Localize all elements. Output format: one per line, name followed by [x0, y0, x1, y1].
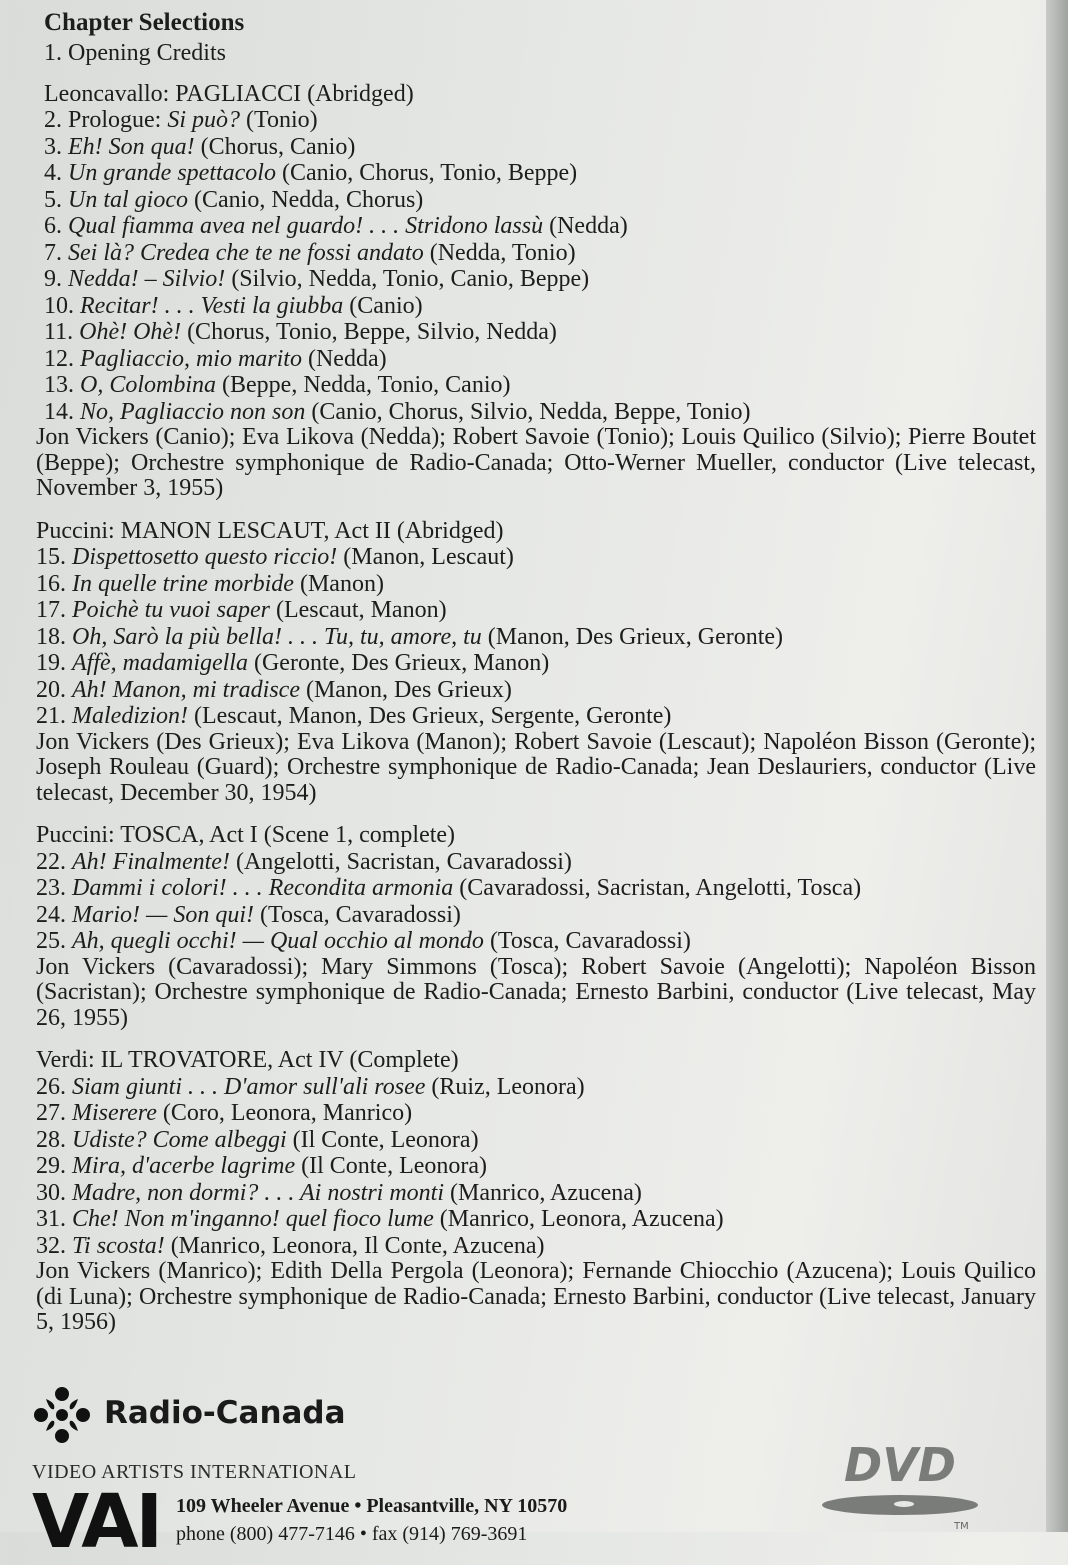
chapter-roles: (Canio) — [343, 292, 423, 319]
chapter-title: Udiste? Come albeggi — [72, 1126, 287, 1153]
chapter-item — [36, 160, 1036, 187]
chapter-item — [36, 240, 1036, 267]
chapter-number: 21. — [36, 703, 66, 729]
chapter-item — [36, 650, 1036, 677]
section-gap — [36, 806, 1036, 822]
chapter-number: 10. — [44, 292, 74, 319]
opera-title: Leoncavallo: PAGLIACCI (Abridged) — [44, 80, 414, 107]
chapter-number: 2. — [44, 107, 62, 133]
chapter-title: Che! Non m'inganno! quel fioco lume — [72, 1206, 434, 1232]
chapter-number: 11. — [44, 319, 74, 345]
trademark: TM — [954, 1521, 969, 1532]
sections-container — [36, 81, 1036, 1336]
chapter-item — [36, 1127, 1036, 1154]
chapter-title: Dammi i colori! . . . Recondita armonia — [72, 875, 454, 901]
chapter-item — [36, 928, 1036, 955]
chapter-roles: (Manon, Des Grieux) — [299, 676, 512, 703]
chapter-roles: (Lescaut, Manon, Des Grieux, Sergente, Geronte) — [187, 703, 672, 729]
chapter-roles: (Chorus, Canio) — [194, 133, 356, 160]
chapter-roles: (Tosca, Cavaradossi) — [483, 928, 691, 954]
section-gap — [36, 502, 1036, 518]
chapter-roles: (Nedda) — [301, 345, 387, 372]
chapter-roles: (Silvio, Nedda, Tonio, Canio, Beppe) — [225, 266, 590, 292]
chapter-item — [36, 1100, 1036, 1127]
chapter-item — [36, 213, 1036, 240]
opera-title: Verdi: IL TROVATORE, Act IV (Complete) — [36, 1047, 459, 1073]
chapter-number: 22. — [36, 848, 66, 875]
chapter-number: 31. — [36, 1206, 66, 1232]
chapter-title: Ti scosta! — [72, 1232, 165, 1259]
chapter-roles: (Manrico, Azucena) — [444, 1179, 642, 1206]
opera-section — [36, 822, 1036, 1031]
chapter-number: 30. — [36, 1179, 66, 1206]
chapter-roles: (Il Conte, Leonora) — [286, 1126, 479, 1153]
chapter-roles: (Canio, Chorus, Tonio, Beppe) — [275, 160, 578, 186]
card-edge — [1046, 0, 1068, 1532]
chapter-roles: (Manon, Des Grieux, Geronte) — [481, 623, 784, 650]
radio-canada-gem-icon — [32, 1385, 92, 1445]
chapter-number: 13. — [44, 372, 74, 398]
chapter-item — [36, 187, 1036, 214]
chapter-item — [36, 849, 1036, 876]
chapter-title: No, Pagliaccio non son — [80, 398, 306, 425]
chapter-item — [36, 1233, 1036, 1260]
chapter-list — [36, 8, 1036, 1336]
chapter-item — [36, 875, 1036, 902]
chapter-item — [36, 544, 1036, 571]
chapter-roles: (Coro, Leonora, Manrico) — [156, 1100, 413, 1126]
chapter-title: In quelle trine morbide — [72, 570, 294, 597]
dvd-disc-hole — [894, 1501, 914, 1507]
chapter-roles: (Canio, Nedda, Chorus) — [188, 186, 424, 213]
chapter-roles: (Geronte, Des Grieux, Manon) — [247, 650, 550, 676]
chapter-title: Miserere — [72, 1100, 157, 1126]
chapter-title: Ah! Manon, mi tradisce — [72, 676, 300, 703]
chapter-title: Ohè! Ohè! — [79, 319, 182, 345]
chapter-number: 27. — [36, 1100, 66, 1126]
chapter-title: Maledizion! — [72, 703, 188, 729]
chapter-item — [36, 346, 1036, 373]
chapter-number: 3. — [44, 133, 62, 160]
chapter-title: O, Colombina — [80, 372, 217, 398]
chapter-opening: 1. Opening Credits — [44, 40, 226, 66]
chapter-roles: (Nedda, Tonio) — [423, 239, 576, 266]
chapter-number: 23. — [36, 875, 66, 901]
chapter-roles: (Tosca, Cavaradossi) — [254, 901, 461, 928]
chapter-number: 9. — [44, 266, 62, 292]
chapter-title: Mira, d'acerbe lagrime — [72, 1153, 296, 1179]
chapter-roles: (Chorus, Tonio, Beppe, Silvio, Nedda) — [181, 319, 557, 345]
performance-credits: Jon Vickers (Des Grieux); Eva Likova (Manon); Robert Savoie (Lescaut); Napoléon Bisson (Geronte); Joseph Rouleau (Guard); Orchestre symphonique de Radio-Canada; Jean Deslauriers, conductor (Live telecast, December 30, 1954) — [36, 728, 1036, 806]
chapter-item — [36, 624, 1036, 651]
chapter-number: 17. — [36, 597, 66, 623]
chapter-roles: (Ruiz, Leonora) — [425, 1073, 585, 1100]
chapter-roles: (Cavaradossi, Sacristan, Angelotti, Tosca) — [453, 875, 862, 901]
opera-section — [36, 518, 1036, 807]
opera-section — [36, 81, 1036, 502]
dvd-logo-text: DVD — [844, 1438, 956, 1492]
chapter-title: Sei là? Credea che te ne fossi andato — [68, 239, 424, 266]
chapter-roles: (Beppe, Nedda, Tonio, Canio) — [216, 372, 511, 398]
dvd-logo — [810, 1437, 990, 1527]
chapter-title: Pagliaccio, mio marito — [80, 345, 302, 372]
opera-title: Puccini: TOSCA, Act I (Scene 1, complete) — [36, 822, 456, 848]
chapter-item — [36, 1206, 1036, 1233]
chapter-number: 32. — [36, 1232, 66, 1259]
chapter-roles: (Nedda) — [543, 213, 628, 239]
chapter-roles: (Lescaut, Manon) — [269, 597, 447, 623]
chapter-number: 6. — [44, 213, 62, 239]
chapter-title: Recitar! . . . Vesti la giubba — [80, 292, 344, 319]
chapter-item — [36, 1074, 1036, 1101]
chapter-roles: (Angelotti, Sacristan, Cavaradossi) — [229, 848, 572, 875]
chapter-title: Oh, Sarò la più bella! . . . Tu, tu, amore, tu — [72, 623, 482, 650]
chapter-roles: (Canio, Chorus, Silvio, Nedda, Beppe, Tonio) — [305, 398, 751, 425]
chapter-title: Ah, quegli occhi! — Qual occhio al mondo — [72, 928, 484, 954]
chapter-number: 24. — [36, 901, 66, 928]
chapter-number: 19. — [36, 650, 66, 676]
chapter-item — [36, 703, 1036, 730]
chapter-title: Un grande spettacolo — [68, 160, 276, 186]
chapter-item — [36, 1153, 1036, 1180]
chapter-number: 12. — [44, 345, 74, 372]
performance-credits: Jon Vickers (Manrico); Edith Della Pergola (Leonora); Fernande Chiocchio (Azucena); Louis Quilico (di Luna); Orchestre symphonique de Radio-Canada; Ernesto Barbini, conductor (Live telecast, January 5, 1956) — [36, 1258, 1036, 1335]
chapter-number: 4. — [44, 160, 62, 186]
chapter-roles: (Manon) — [293, 570, 384, 597]
chapter-item — [36, 134, 1036, 161]
chapter-number: 16. — [36, 570, 66, 597]
chapter-title: Qual fiamma avea nel guardo! . . . Stridono lassù — [68, 213, 544, 239]
chapter-item — [36, 319, 1036, 346]
chapter-title: Un tal gioco — [68, 186, 188, 213]
vai-logo: VAI — [32, 1479, 161, 1565]
section-gap — [36, 1031, 1036, 1047]
chapter-number: 28. — [36, 1126, 66, 1153]
chapter-number: 18. — [36, 623, 66, 650]
label-address: 109 Wheeler Avenue • Pleasantville, NY 10570 — [176, 1495, 568, 1517]
performance-credits: Jon Vickers (Canio); Eva Likova (Nedda); Robert Savoie (Tonio); Louis Quilico (Silvio); Pierre Boutet (Beppe); Orchestre symphonique de Radio-Canada; Otto-Werner Mueller, conductor (Live telecast, November 3, 1955) — [36, 424, 1036, 501]
label-phone: phone (800) 477-7146 • fax (914) 769-3691 — [176, 1523, 528, 1545]
chapter-item — [36, 372, 1036, 399]
chapter-item — [36, 293, 1036, 320]
chapter-number: 14. — [44, 398, 74, 425]
footer — [32, 1385, 1032, 1565]
chapter-item — [36, 399, 1036, 426]
page-title: Chapter Selections — [44, 9, 245, 36]
chapter-item — [36, 597, 1036, 624]
label-name: VIDEO ARTISTS INTERNATIONAL — [32, 1461, 357, 1483]
performance-credits: Jon Vickers (Cavaradossi); Mary Simmons (Tosca); Robert Savoie (Angelotti); Napoléon Bisson (Sacristan); Orchestre symphonique de Radio-Canada; Ernesto Barbini, conductor (Live telecast, May 26, 1955) — [36, 953, 1036, 1031]
opera-section — [36, 1047, 1036, 1336]
chapter-title: Affè, madamigella — [72, 650, 248, 676]
chapter-item — [36, 571, 1036, 598]
chapter-number: 20. — [36, 676, 66, 703]
chapter-item — [36, 677, 1036, 704]
chapter-title: Poichè tu vuoi saper — [72, 597, 270, 623]
chapter-number: 15. — [36, 544, 66, 570]
chapter-prefix: Prologue: — [68, 107, 168, 133]
chapter-item — [36, 902, 1036, 929]
chapter-title: Dispettosetto questo riccio! — [72, 544, 338, 570]
chapter-item — [36, 107, 1036, 134]
chapter-number: 29. — [36, 1153, 66, 1179]
chapter-roles: (Manrico, Leonora, Azucena) — [433, 1206, 724, 1232]
chapter-title: Mario! — Son qui! — [72, 901, 254, 928]
chapter-title: Madre, non dormi? . . . Ai nostri monti — [72, 1179, 445, 1206]
broadcaster-name: Radio-Canada — [104, 1395, 346, 1431]
chapter-roles: (Manon, Lescaut) — [337, 544, 514, 570]
chapter-title: Ah! Finalmente! — [72, 848, 230, 875]
chapter-item — [36, 1180, 1036, 1207]
chapter-roles: (Manrico, Leonora, Il Conte, Azucena) — [164, 1232, 545, 1259]
opera-title: Puccini: MANON LESCAUT, Act II (Abridged) — [36, 517, 504, 544]
chapter-title: Nedda! – Silvio! — [68, 266, 226, 292]
chapter-title: Eh! Son qua! — [68, 133, 195, 160]
chapter-roles: (Il Conte, Leonora) — [295, 1153, 488, 1179]
chapter-item — [36, 266, 1036, 293]
chapter-number: 7. — [44, 239, 62, 266]
chapter-number: 26. — [36, 1073, 66, 1100]
chapter-number: 25. — [36, 928, 66, 954]
chapter-title: Siam giunti . . . D'amor sull'ali rosee — [72, 1073, 426, 1100]
chapter-title: Si può? — [167, 107, 240, 133]
chapter-number: 5. — [44, 186, 62, 213]
chapter-roles: (Tonio) — [240, 107, 318, 133]
